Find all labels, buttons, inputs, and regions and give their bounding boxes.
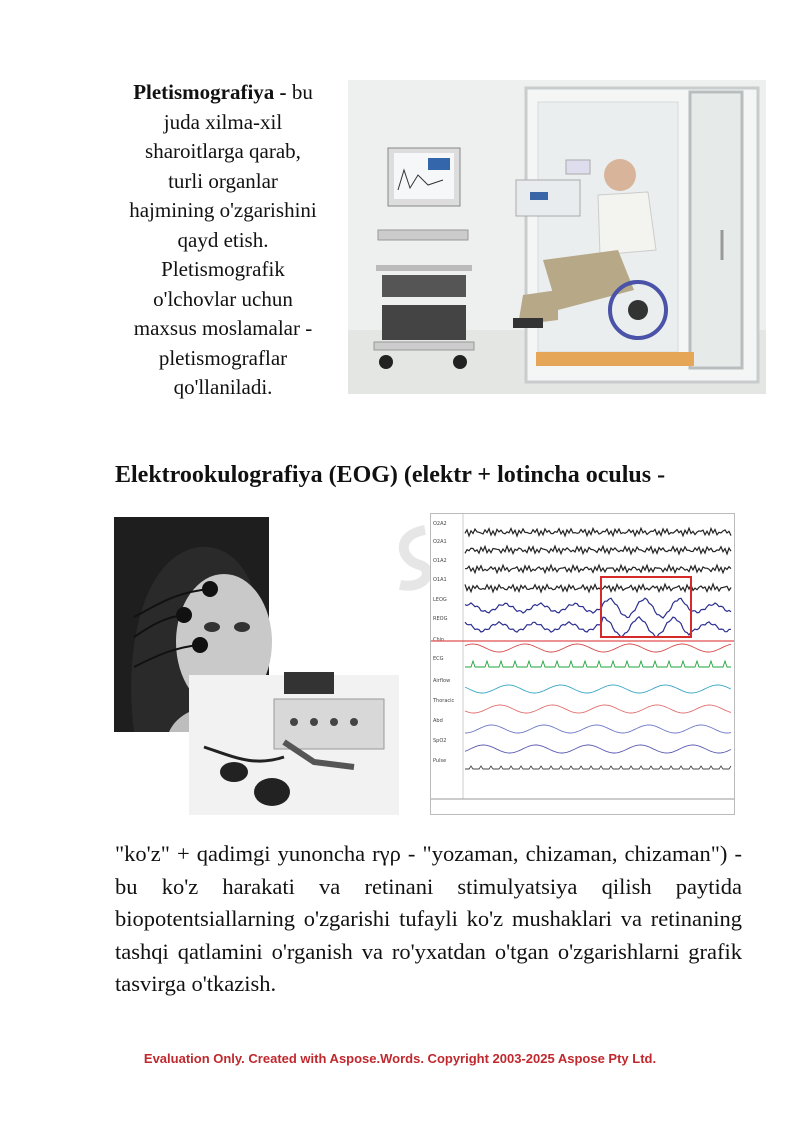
channel-label: ECG — [433, 656, 444, 662]
intro-term: Pletismografiya - — [133, 80, 287, 104]
channel-label: SpO2 — [433, 738, 447, 744]
channel-label: LEOG — [433, 597, 447, 603]
eog-recording-chart — [430, 513, 735, 815]
channel-label: O2A2 — [433, 521, 447, 527]
channel-label: Chin — [433, 637, 445, 643]
intro-line: turli organlar — [168, 168, 278, 193]
channel-label: Airflow — [433, 678, 451, 684]
channel-label: O2A1 — [433, 539, 447, 545]
intro-line: qo'llaniladi. — [173, 375, 273, 399]
channel-label: Pulse — [433, 758, 447, 764]
intro-line: bu — [291, 80, 313, 104]
channel-label: O1A2 — [433, 558, 447, 564]
intro-line: o'lchovlar uchun — [153, 286, 293, 311]
eog-electrodes-photo — [114, 517, 399, 815]
intro-line: qayd etish. — [177, 227, 269, 252]
intro-line: juda xilma-xil — [163, 109, 283, 134]
channel-label: REOG — [433, 616, 448, 622]
eog-traces — [431, 514, 734, 814]
intro-paragraph — [108, 78, 338, 403]
plethysmograph-photo — [348, 80, 766, 394]
eog-description: "ko'z" + qadimgi yunoncha rγρ - "yozaman, chizaman, chizaman") - bu ko'z harakati va retinani stimulyatsiya qilish paytida biopotentsiallarning o'zgarishi tufayli ko'z mushaklari va retinaning tashqi qatlamini o'rganish va ro'yxatdan o'tgan o'zgarishlarni grafik tasvirga o'tkazish. — [115, 841, 742, 996]
intro-line: hajmining o'zgarishini — [129, 198, 317, 222]
eog-heading: Elektrookulografiya (EOG) (elektr + lotincha oculus - — [115, 462, 666, 488]
intro-line: sharoitlarga qarab, — [145, 139, 301, 163]
channel-label: O1A1 — [433, 577, 447, 583]
channel-label: Abd — [433, 718, 443, 724]
evaluation-footer: Evaluation Only. Created with Aspose.Words. Copyright 2003-2025 Aspose Pty Ltd. — [143, 1051, 657, 1066]
intro-line: maxsus moslamalar - — [133, 316, 313, 340]
intro-line: Pletismografik — [161, 257, 285, 281]
watermark-graphic — [395, 515, 435, 635]
channel-label: Thoracic — [433, 698, 455, 704]
intro-line: pletismograflar — [158, 345, 288, 370]
